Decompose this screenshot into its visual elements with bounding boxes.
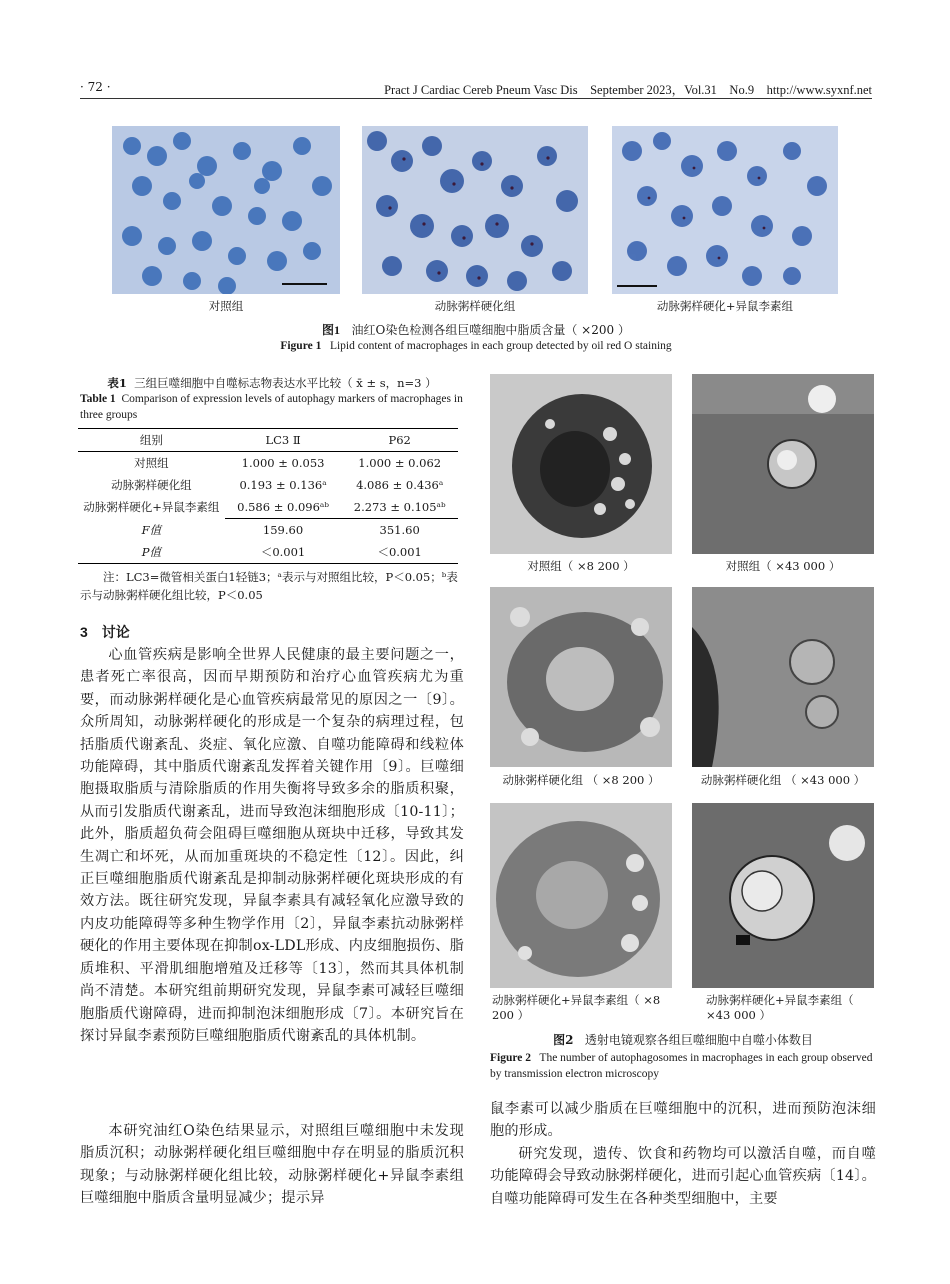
- table-cell: F值: [141, 522, 162, 537]
- table-cell: ＜0.001: [225, 541, 342, 564]
- table1-col-group: 组别: [78, 429, 225, 452]
- table-cell: 动脉粥样硬化组: [111, 478, 192, 492]
- table1-col-lc3: LC3 Ⅱ: [225, 429, 342, 452]
- figure2-panel-asi-high: [692, 803, 874, 988]
- table-cell: 0.193 ± 0.136ᵃ: [239, 478, 327, 492]
- figure2-label-control-low: 对照组（ ×8 200 ）: [527, 559, 635, 573]
- table-cell: 351.60: [341, 519, 458, 542]
- figure2-label-as-low: 动脉粥样硬化组 （ ×8 200 ）: [502, 773, 660, 787]
- table-cell: ＜0.001: [341, 541, 458, 564]
- figure2-label-as-high: 动脉粥样硬化组 （ ×43 000 ）: [700, 773, 866, 787]
- table1-caption-cn-label: 表1: [107, 376, 127, 390]
- table-row: [78, 519, 458, 542]
- figure2-caption-en-label: Figure 2: [490, 1052, 531, 1064]
- figure2-panel-as-high: [692, 587, 874, 767]
- table1-col-p62: P62: [341, 429, 458, 452]
- figure1-label-control: 对照组: [208, 299, 244, 313]
- journal-header: Pract J Cardiac Cereb Pneum Vasc Dis September 2023，Vol.31 No.9 http://www.syxnf.net: [384, 83, 872, 97]
- table-row: [78, 496, 458, 519]
- figure1-caption-en-text: Lipid content of macrophages in each group detected by oil red O staining: [329, 340, 672, 352]
- figure2-caption-cn-text: 透射电镜观察各组巨噬细胞中自噬小体数目: [584, 1033, 813, 1047]
- discussion-paragraph-1: 心血管疾病是影响全世界人民健康的最主要问题之一，患者死亡率很高，因而早期预防和治疗心血管疾病尤为重要，而动脉粥样硬化是心血管疾病最常见的原因之一〔9〕。众所周知，动脉粥样硬化的形成是一个复杂的病理过程，包括脂质代谢紊乱、炎症、氧化应激、自噬功能障碍和线粒体功能障碍，其中脂质代谢紊乱发挥着关键作用〔9〕。巨噬细胞摄取脂质与清除脂质的作用失衡将导致多余的脂质积聚，从而引发脂质代谢紊乱，进而导致泡沫细胞形成〔10-11〕；此外，脂质超负荷会阻碍巨噬细胞从斑块中迁移，导致其发生凋亡和坏死，从而加重斑块的不稳定性〔12〕。因此，纠正巨噬细胞脂质代谢紊乱是抑制动脉粥样硬化斑块形成的有效方法。既往研究发现，异鼠李素具有减轻氧化应激导致的内皮功能障碍等多种生物学作用〔2〕，异鼠李素抗动脉粥样硬化的作用主要体现在抑制ox-LDL形成、内皮细胞损伤、脂质堆积、平滑肌细胞增殖及迁移等〔13〕，然而其具体机制尚不清楚。本研究组前期研究发现，异鼠李素可减轻巨噬细胞脂质代谢障碍，进而抑制泡沫细胞形成〔7〕。本研究旨在探讨异鼠李素预防巨噬细胞脂质代谢紊乱的具体机制。: [80, 647, 464, 1044]
- header-rule: [80, 98, 872, 99]
- figure2-caption-en: [490, 1050, 876, 1082]
- figure1-caption-en: [80, 340, 872, 352]
- figure2-panel-control-low: [490, 374, 672, 554]
- figure1-caption-cn: [80, 321, 872, 338]
- discussion-paragraph-3: 研究发现，遗传、饮食和药物均可以激活自噬，而自噬功能障碍会导致动脉粥样硬化，进而引起心血管疾病〔14〕。自噬功能障碍可发生在各种类型细胞中，主要: [490, 1146, 876, 1207]
- table-cell: 对照组: [134, 456, 169, 470]
- discussion-paragraph-2-continued: 鼠李素可以减少脂质在巨噬细胞中的沉积，进而预防泡沫细胞的形成。: [490, 1101, 876, 1140]
- page-number: · 72 ·: [80, 80, 111, 94]
- figure1-label-as-isorhamnetin: 动脉粥样硬化+异鼠李素组: [656, 299, 794, 313]
- figure2-panel-control-high: [692, 374, 874, 554]
- table-row: [78, 452, 458, 475]
- figure2-panel-asi-low: [490, 803, 672, 988]
- table1-caption: [80, 375, 464, 423]
- table1-caption-cn-text: 三组巨噬细胞中自噬标志物表达水平比较（ x̄ ± s，n=3 ）: [134, 376, 437, 390]
- figure2-label-control-high: 对照组（ ×43 000 ）: [725, 559, 841, 573]
- figure1-caption-cn-label: 图1: [322, 323, 341, 337]
- table1: [78, 428, 458, 564]
- section-heading: 3 讨论: [80, 624, 130, 640]
- figure2-label-asi-low: 动脉粥样硬化+异鼠李素组（ ×8 200 ）: [492, 993, 661, 1022]
- figure1-caption-en-label: Figure 1: [280, 340, 322, 352]
- table1-header-row: [78, 429, 458, 452]
- table1-note: 注：LC3=微管相关蛋白1轻链3；ᵃ表示与对照组比较，P＜0.05；ᵇ表示与动脉粥样硬化组比较，P＜0.05: [80, 570, 458, 602]
- figure1-label-as: 动脉粥样硬化组: [434, 299, 516, 313]
- figure1-panel-control: [112, 126, 340, 294]
- table-cell: 动脉粥样硬化+异鼠李素组: [83, 500, 220, 515]
- table-row: [78, 474, 458, 496]
- table-cell: P值: [78, 541, 225, 564]
- table-row: [78, 541, 458, 564]
- figure2-label-asi-high: 动脉粥样硬化+异鼠李素组（ ×43 000 ）: [706, 993, 854, 1022]
- table-cell: 0.586 ± 0.096ᵃᵇ: [237, 500, 329, 514]
- table-cell: 159.60: [225, 519, 342, 542]
- table1-caption-en-text: Comparison of expression levels of autophagy markers of macrophages in three groups: [80, 393, 463, 421]
- discussion-paragraph-2: 本研究油红O染色结果显示，对照组巨噬细胞中未发现脂质沉积；动脉粥样硬化组巨噬细胞中存在明显的脂质沉积现象；与动脉粥样硬化组比较，动脉粥样硬化+异鼠李素组巨噬细胞中脂质含量明显减少；提示异: [80, 1123, 464, 1207]
- figure2-caption-en-text: The number of autophagosomes in macrophages in each group observed by transmission electron microscopy: [490, 1052, 873, 1080]
- figure1-caption-cn-text: 油红O染色检测各组巨噬细胞中脂质含量（ ×200 ）: [351, 323, 630, 337]
- table-cell: 2.273 ± 0.105ᵃᵇ: [353, 500, 446, 514]
- table-cell: 1.000 ± 0.062: [358, 456, 442, 470]
- table-cell: 1.000 ± 0.053: [241, 456, 325, 470]
- figure2-panel-as-low: [490, 587, 672, 767]
- figure2-caption-cn-label: 图2: [553, 1033, 574, 1047]
- figure1-panel-as: [362, 126, 588, 294]
- table1-caption-en-label: Table 1: [80, 393, 116, 405]
- table1-caption-cn: [80, 375, 464, 391]
- table-cell: 4.086 ± 0.436ᵃ: [356, 478, 444, 492]
- table1-caption-en: [80, 391, 464, 423]
- figure1-panel-as-isorhamnetin: [612, 126, 838, 294]
- figure2-caption-cn: [490, 1031, 876, 1048]
